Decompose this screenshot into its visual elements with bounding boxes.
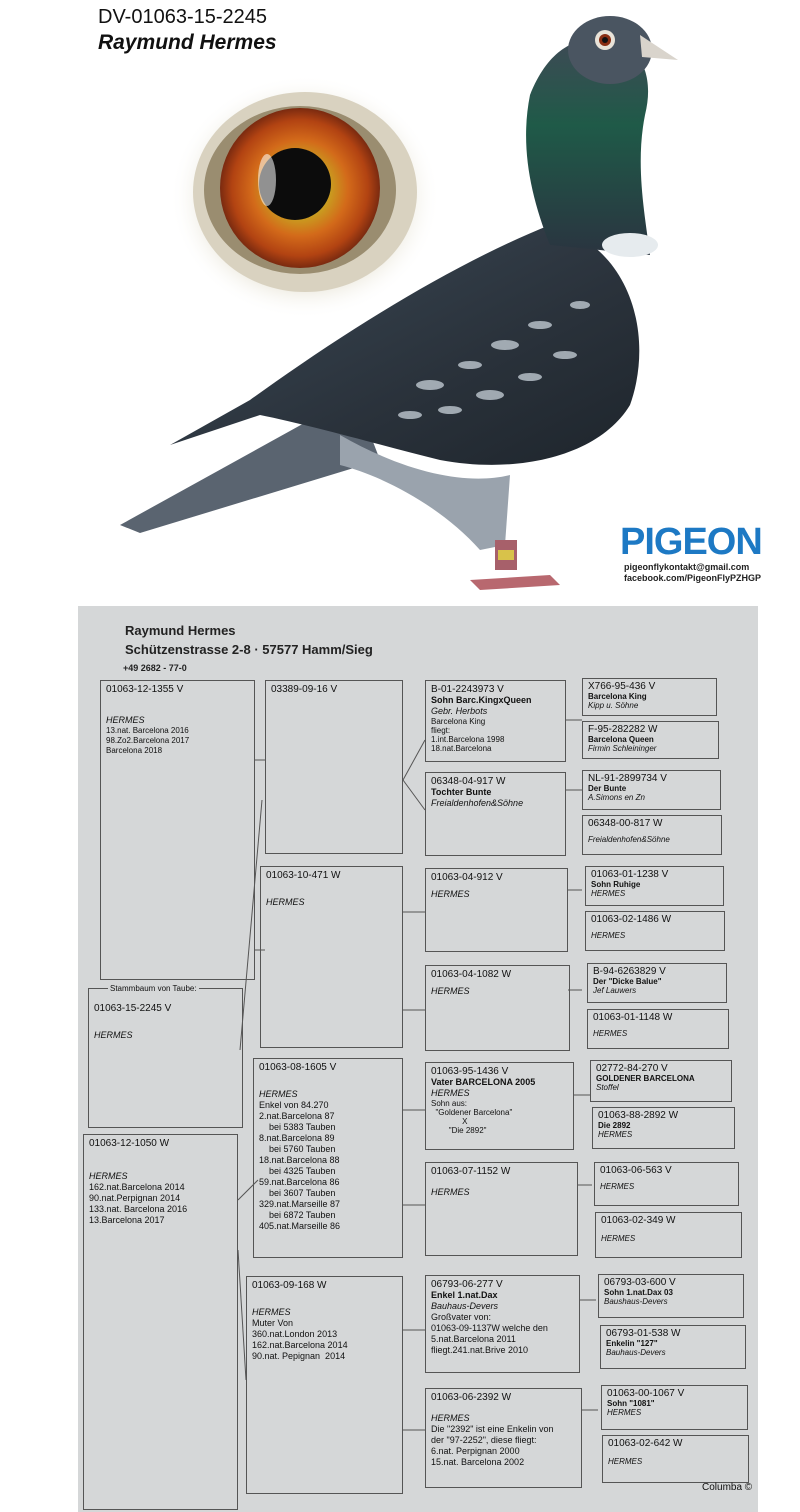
mfm-box: [425, 1162, 578, 1256]
gen4-breeder-13: Baushaus-Devers: [604, 1297, 668, 1306]
gen4-box-12: [595, 1212, 742, 1258]
fm-name: HERMES: [266, 897, 305, 907]
mmf-breeder: Bauhaus-Devers: [431, 1301, 499, 1311]
fff-ring: B-01-2243973 V: [431, 684, 504, 695]
gen4-ring-14: 06793-01-538 W: [606, 1328, 681, 1339]
owner-name: Raymund Hermes: [98, 31, 277, 54]
gen4-breeder-4: Freialdenhofen&Söhne: [588, 835, 670, 844]
mfm-ring: 01063-07-1152 W: [431, 1166, 511, 1177]
gen4-box-7: [587, 963, 727, 1003]
gen4-breeder-15: HERMES: [607, 1408, 642, 1417]
mm-results: Muter Von 360.nat.London 2013 162.nat.Barcelona 2014 90.nat. Pepignan 2014: [252, 1318, 348, 1361]
gen4-ring-13: 06793-03-600 V: [604, 1277, 676, 1288]
gen4-ring-16: 01063-02-642 W: [608, 1438, 683, 1449]
fmm-box: [425, 965, 570, 1051]
gen4-box-11: [594, 1162, 739, 1206]
gen4-title-15: Sohn "1081": [607, 1399, 655, 1408]
mm-name: HERMES: [252, 1307, 291, 1317]
gen4-box-1: [582, 678, 717, 716]
gen4-ring-11: 01063-06-563 V: [600, 1165, 672, 1176]
gen4-title-2: Barcelona Queen: [588, 735, 654, 744]
mff-name: HERMES: [431, 1088, 470, 1098]
gen4-breeder-14: Bauhaus-Devers: [606, 1348, 666, 1357]
gen4-breeder-16: HERMES: [608, 1457, 643, 1466]
mother-ring: 01063-12-1050 W: [89, 1138, 170, 1149]
fff-breeder: Gebr. Herbots: [431, 706, 488, 716]
logo-email: pigeonflykontakt@gmail.com: [624, 562, 750, 572]
gen4-title-13: Sohn 1.nat.Dax 03: [604, 1288, 673, 1297]
father-name: HERMES: [106, 715, 145, 725]
gen4-box-16: [602, 1435, 749, 1483]
fm-ring: 01063-10-471 W: [266, 870, 341, 881]
gen4-title-10: Die 2892: [598, 1121, 631, 1130]
gen4-breeder-7: Jef Lauwers: [593, 986, 637, 995]
gen4-ring-9: 02772-84-270 V: [596, 1063, 668, 1074]
gen4-breeder-8: HERMES: [593, 1029, 628, 1038]
gen4-ring-10: 01063-88-2892 W: [598, 1110, 679, 1121]
mmm-box: [425, 1388, 582, 1488]
gen4-box-5: [585, 866, 724, 906]
gen4-box-2: [582, 721, 719, 759]
gen4-ring-5: 01063-01-1238 V: [591, 869, 669, 880]
gen4-breeder-12: HERMES: [601, 1234, 636, 1243]
mother-results: 162.nat.Barcelona 2014 90.nat.Perpignan 2014 133.nat. Barcelona 2016 13.Barcelona 2017: [89, 1182, 188, 1225]
ffm-title: Tochter Bunte: [431, 787, 492, 797]
mother-box: [83, 1134, 238, 1510]
gen4-breeder-9: Stoffel: [596, 1083, 619, 1092]
gen4-title-3: Der Bunte: [588, 784, 627, 793]
margin-left: [0, 606, 78, 1512]
ffm-breeder: Freialdenhofen&Söhne: [431, 798, 524, 808]
mfm-name: HERMES: [431, 1187, 470, 1197]
mf-name: HERMES: [259, 1089, 298, 1099]
gen4-box-15: [601, 1385, 748, 1430]
gen4-ring-4: 06348-00-817 W: [588, 818, 663, 829]
gen4-breeder-2: Firmin Schleininger: [588, 744, 657, 753]
mf-ring: 01063-08-1605 V: [259, 1062, 337, 1073]
fff-results: Barcelona King fliegt: 1.int.Barcelona 1998 18.nat.Barcelona: [431, 717, 505, 753]
logo-facebook: facebook.com/PigeonFlyPZHGP: [624, 573, 762, 583]
gen4-box-13: [598, 1274, 744, 1318]
ring-number: DV-01063-15-2245: [98, 6, 268, 28]
subject-box: [88, 988, 243, 1128]
gen4-title-1: Barcelona King: [588, 692, 647, 701]
fmm-ring: 01063-04-1082 W: [431, 969, 512, 980]
columba-credit: Columba ©: [702, 1482, 753, 1493]
father-results: 13.nat. Barcelona 2016 98.Zo2.Barcelona 2017 Barcelona 2018: [106, 726, 190, 755]
mm-box: [246, 1276, 403, 1494]
gen4-title-7: Der "Dicke Balue": [593, 977, 662, 986]
mff-box: [425, 1062, 574, 1150]
subject-name: HERMES: [94, 1030, 133, 1040]
gen4-title-5: Sohn Ruhige: [591, 880, 641, 889]
ffm-box: [425, 772, 566, 856]
mmm-name: HERMES: [431, 1413, 470, 1423]
ffm-ring: 06348-04-917 W: [431, 776, 506, 787]
gen4-box-14: [600, 1325, 746, 1369]
gen4-ring-6: 01063-02-1486 W: [591, 914, 672, 925]
gen4-title-14: Enkelin "127": [606, 1339, 658, 1348]
gen4-ring-12: 01063-02-349 W: [601, 1215, 676, 1226]
father-box: [100, 680, 255, 980]
mmm-results: Die "2392" ist eine Enkelin von der "97-2252", diese fliegt: 6.nat. Perpignan 2000 15.nat. Barcelona 2002: [431, 1424, 554, 1467]
gen4-ring-15: 01063-00-1067 V: [607, 1388, 685, 1399]
gen4-ring-8: 01063-01-1148 W: [593, 1012, 673, 1023]
gen4-box-8: [587, 1009, 729, 1049]
pedigree-address: Schützenstrasse 2-8 · 57577 Hamm/Sieg: [125, 642, 373, 657]
gen4-breeder-5: HERMES: [591, 889, 626, 898]
ff-ring: 03389-09-16 V: [271, 684, 338, 695]
gen4-ring-2: F-95-282282 W: [588, 724, 658, 735]
mmf-results: Großvater von: 01063-09-1137W welche den 5.nat.Barcelona 2011 fliegt.241.nat.Brive 2010: [431, 1312, 548, 1355]
mff-ring: 01063-95-1436 V: [431, 1066, 509, 1077]
fm-box: [260, 866, 403, 1048]
gen4-ring-3: NL-91-2899734 V: [588, 773, 667, 784]
margin-right: [758, 606, 800, 1512]
mff-title: Vater BARCELONA 2005: [431, 1077, 536, 1087]
mmm-ring: 01063-06-2392 W: [431, 1392, 512, 1403]
pedigree-owner: Raymund Hermes: [125, 623, 236, 638]
pigeonfly-logo: [620, 521, 762, 584]
subject-caption: Stammbaum von Taube:: [110, 984, 197, 993]
father-ring: 01063-12-1355 V: [106, 684, 184, 695]
ff-box: [265, 680, 403, 854]
mother-name: HERMES: [89, 1171, 128, 1181]
mf-box: [253, 1058, 403, 1258]
fmf-ring: 01063-04-912 V: [431, 872, 503, 883]
pigeon-photo-section: [0, 0, 800, 605]
gen4-box-10: [592, 1107, 735, 1149]
gen4-breeder-1: Kipp u. Söhne: [588, 701, 639, 710]
pigeon-image: [110, 5, 690, 595]
mf-results: Enkel von 84.270 2.nat.Barcelona 87 bei 5383 Tauben 8.nat.Barcelona 89 bei 5760 Tauben 18.nat.Barcelona 88 bei 4325 Tauben 59.nat.Barcelona 86 bei 3607 Tauben 329.nat.Marseille 87 bei 6872 Tauben 405.nat.Marseille 86: [259, 1100, 341, 1231]
mmf-ring: 06793-06-277 V: [431, 1279, 503, 1290]
gen4-breeder-6: HERMES: [591, 931, 626, 940]
pedigree-phone: +49 2682 - 77-0: [123, 663, 187, 673]
gen4-box-3: [582, 770, 721, 810]
gen4-box-6: [585, 911, 725, 951]
fmf-box: [425, 868, 568, 952]
gen4-ring-7: B-94-6263829 V: [593, 966, 666, 977]
logo-word: PIGEON: [620, 521, 762, 563]
mff-results: Sohn aus: "Goldener Barcelona" X "Die 2892": [431, 1099, 513, 1135]
fmm-name: HERMES: [431, 986, 470, 996]
gen4-box-4: [582, 815, 722, 855]
gen4-ring-1: X766-95-436 V: [588, 681, 656, 692]
mmf-title: Enkel 1.nat.Dax: [431, 1290, 498, 1300]
fff-box: [425, 680, 566, 762]
subject-ring: 01063-15-2245 V: [94, 1003, 172, 1014]
gen4-breeder-10: HERMES: [598, 1130, 633, 1139]
mm-ring: 01063-09-168 W: [252, 1280, 327, 1291]
mmf-box: [425, 1275, 580, 1373]
fmf-name: HERMES: [431, 889, 470, 899]
gen4-title-9: GOLDENER BARCELONA: [596, 1074, 695, 1083]
gen4-breeder-3: A.Simons en Zn: [588, 793, 645, 802]
fff-title: Sohn Barc.KingxQueen: [431, 695, 532, 705]
gen4-breeder-11: HERMES: [600, 1182, 635, 1191]
gen4-box-9: [590, 1060, 732, 1102]
